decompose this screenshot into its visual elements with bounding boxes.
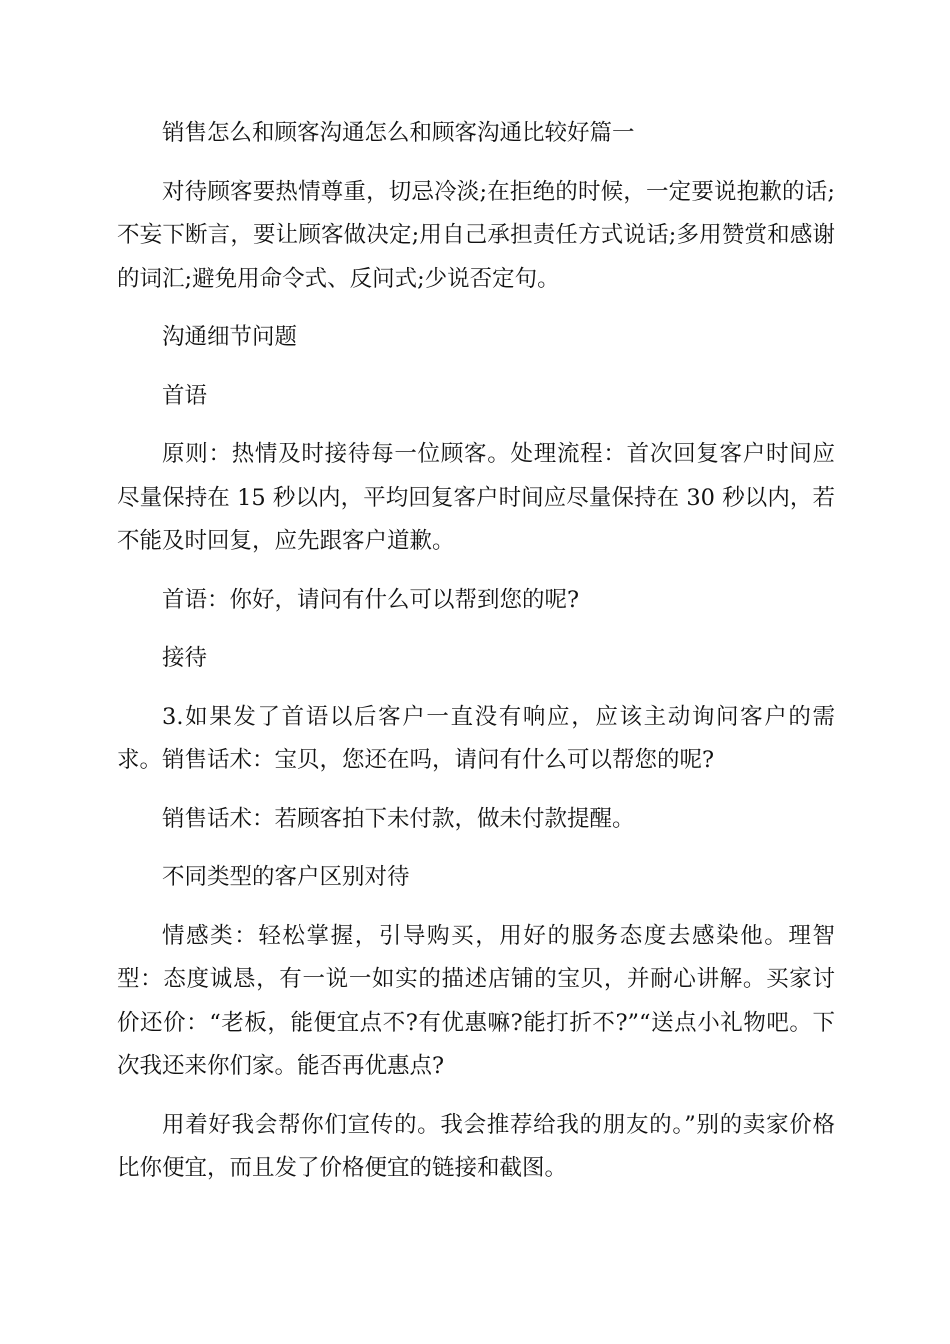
paragraph: 对待顾客要热情尊重，切忌冷淡;在拒绝的时候，一定要说抱歉的话;不妄下断言，要让顾客做决定;用自己承担责任方式说话;多用赞赏和感谢的词汇;避免用命令式、反问式;少说否定句。 xyxy=(117,178,835,292)
paragraph: 3.如果发了首语以后客户一直没有响应，应该主动询问客户的需求。销售话术：宝贝，您还在吗，请问有什么可以帮您的呢? xyxy=(117,703,835,773)
paragraph: 情感类：轻松掌握，引导购买，用好的服务态度去感染他。理智型：态度诚恳，有一说一如实的描述店铺的宝贝，并耐心讲解。买家讨价还价：“老板，能便宜点不?有优惠嘛?能打折不?”“送点小礼物吧。下次我还来你们家。能否再优惠点? xyxy=(117,922,835,1079)
section-heading: 首语 xyxy=(162,382,208,409)
section-heading: 接待 xyxy=(162,645,208,671)
document-body xyxy=(117,112,835,1206)
section-heading: 不同类型的客户区别对待 xyxy=(162,864,410,890)
section-heading: 沟通细节问题 xyxy=(162,324,298,350)
paragraph: 首语：你好，请问有什么可以帮到您的呢? xyxy=(162,586,580,613)
heading-paragraph: 销售怎么和顾客沟通怎么和顾客沟通比较好篇一 xyxy=(162,120,635,146)
paragraph: 用着好我会帮你们宣传的。我会推荐给我的朋友的。”别的卖家价格比你便宜，而且发了价格便宜的链接和截图。 xyxy=(117,1111,835,1181)
paragraph: 原则：热情及时接待每一位顾客。处理流程：首次回复客户时间应尽量保持在 15 秒以内，平均回复客户时间应尽量保持在 30 秒以内，若不能及时回复，应先跟客户道歉。 xyxy=(117,441,835,554)
paragraph: 销售话术：若顾客拍下未付款，做未付款提醒。 xyxy=(162,805,635,832)
